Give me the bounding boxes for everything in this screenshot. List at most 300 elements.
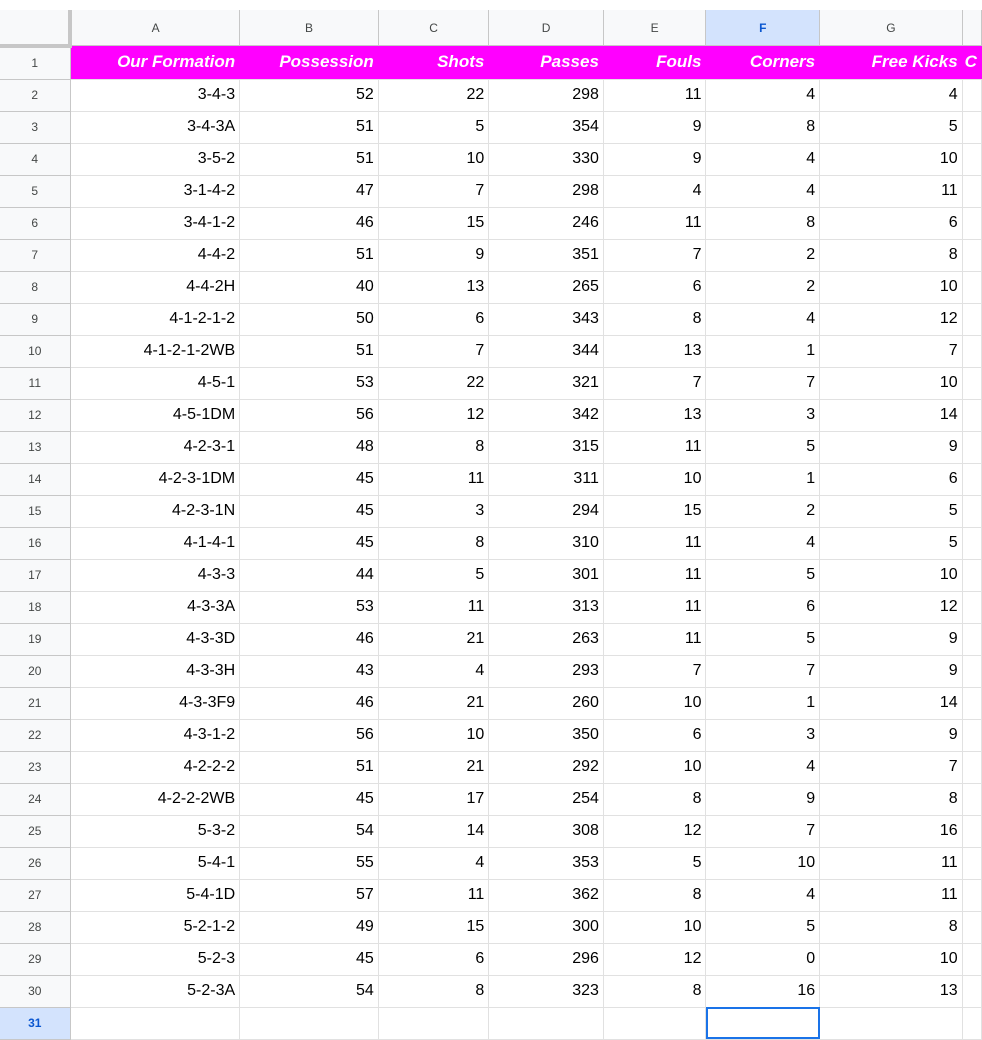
cell-c3[interactable]: 5 xyxy=(378,111,489,143)
column-header-a[interactable]: A xyxy=(70,10,240,46)
cell-g6[interactable]: 6 xyxy=(820,207,963,239)
cell-e20[interactable]: 7 xyxy=(603,655,706,687)
cell-h1[interactable]: C xyxy=(962,46,981,80)
cell-a28[interactable]: 5-2-1-2 xyxy=(70,911,240,943)
cell-b4[interactable]: 51 xyxy=(240,143,379,175)
cell-g8[interactable]: 10 xyxy=(820,271,963,303)
cell-b29[interactable]: 45 xyxy=(240,943,379,975)
cell-f22[interactable]: 3 xyxy=(706,719,820,751)
cell-d18[interactable]: 313 xyxy=(489,591,604,623)
row-header[interactable]: 26 xyxy=(0,847,70,879)
toolbar-strip xyxy=(0,0,982,10)
cell-h8[interactable] xyxy=(962,271,981,303)
row-header[interactable]: 7 xyxy=(0,239,70,271)
cell-g20[interactable]: 9 xyxy=(820,655,963,687)
cell-e31[interactable] xyxy=(603,1007,706,1039)
cell-a11[interactable]: 4-5-1 xyxy=(70,367,240,399)
cell-e18[interactable]: 11 xyxy=(603,591,706,623)
cell-c16[interactable]: 8 xyxy=(378,527,489,559)
cell-g28[interactable]: 8 xyxy=(820,911,963,943)
cell-d30[interactable]: 323 xyxy=(489,975,604,1007)
cell-a3[interactable]: 3-4-3A xyxy=(70,111,240,143)
cell-b25[interactable]: 54 xyxy=(240,815,379,847)
column-header-g[interactable]: G xyxy=(820,10,963,46)
data-row xyxy=(0,911,982,943)
row-header[interactable]: 28 xyxy=(0,911,70,943)
cell-c25[interactable]: 14 xyxy=(378,815,489,847)
data-row xyxy=(0,559,982,591)
cell-e14[interactable]: 10 xyxy=(603,463,706,495)
cell-d26[interactable]: 353 xyxy=(489,847,604,879)
cell-b24[interactable]: 45 xyxy=(240,783,379,815)
row-header[interactable]: 29 xyxy=(0,943,70,975)
cell-g13[interactable]: 9 xyxy=(820,431,963,463)
cell-d15[interactable]: 294 xyxy=(489,495,604,527)
cell-c8[interactable]: 13 xyxy=(378,271,489,303)
cell-c22[interactable]: 10 xyxy=(378,719,489,751)
row-header[interactable]: 19 xyxy=(0,623,70,655)
cell-g2[interactable]: 4 xyxy=(820,79,963,111)
column-header-b[interactable]: B xyxy=(240,10,379,46)
cell-c7[interactable]: 9 xyxy=(378,239,489,271)
cell-g29[interactable]: 10 xyxy=(820,943,963,975)
data-row xyxy=(0,751,982,783)
cell-e7[interactable]: 7 xyxy=(603,239,706,271)
cell-e4[interactable]: 9 xyxy=(603,143,706,175)
cell-c30[interactable]: 8 xyxy=(378,975,489,1007)
cell-e19[interactable]: 11 xyxy=(603,623,706,655)
cell-b27[interactable]: 57 xyxy=(240,879,379,911)
cell-h6[interactable] xyxy=(962,207,981,239)
cell-f21[interactable]: 1 xyxy=(706,687,820,719)
cell-f4[interactable]: 4 xyxy=(706,143,820,175)
cell-c28[interactable]: 15 xyxy=(378,911,489,943)
row-header[interactable]: 12 xyxy=(0,399,70,431)
cell-a25[interactable]: 5-3-2 xyxy=(70,815,240,847)
cell-e15[interactable]: 15 xyxy=(603,495,706,527)
cell-h20[interactable] xyxy=(962,655,981,687)
cell-a6[interactable]: 3-4-1-2 xyxy=(70,207,240,239)
cell-h31[interactable] xyxy=(962,1007,981,1039)
cell-d20[interactable]: 293 xyxy=(489,655,604,687)
column-header-f[interactable]: F xyxy=(706,10,820,46)
cell-c13[interactable]: 8 xyxy=(378,431,489,463)
cell-f29[interactable]: 0 xyxy=(706,943,820,975)
cell-h5[interactable] xyxy=(962,175,981,207)
cell-a31[interactable] xyxy=(70,1007,240,1039)
row-header[interactable]: 5 xyxy=(0,175,70,207)
cell-d12[interactable]: 342 xyxy=(489,399,604,431)
cell-g17[interactable]: 10 xyxy=(820,559,963,591)
row-header[interactable]: 30 xyxy=(0,975,70,1007)
cell-f26[interactable]: 10 xyxy=(706,847,820,879)
cell-b26[interactable]: 55 xyxy=(240,847,379,879)
cell-a16[interactable]: 4-1-4-1 xyxy=(70,527,240,559)
cell-g7[interactable]: 8 xyxy=(820,239,963,271)
cell-g10[interactable]: 7 xyxy=(820,335,963,367)
cell-e23[interactable]: 10 xyxy=(603,751,706,783)
cell-g9[interactable]: 12 xyxy=(820,303,963,335)
cell-b20[interactable]: 43 xyxy=(240,655,379,687)
cell-c23[interactable]: 21 xyxy=(378,751,489,783)
cell-f25[interactable]: 7 xyxy=(706,815,820,847)
cell-c26[interactable]: 4 xyxy=(378,847,489,879)
cell-c14[interactable]: 11 xyxy=(378,463,489,495)
cell-d24[interactable]: 254 xyxy=(489,783,604,815)
cell-h14[interactable] xyxy=(962,463,981,495)
cell-c5[interactable]: 7 xyxy=(378,175,489,207)
cell-e24[interactable]: 8 xyxy=(603,783,706,815)
cell-h9[interactable] xyxy=(962,303,981,335)
cell-h28[interactable] xyxy=(962,911,981,943)
cell-a22[interactable]: 4-3-1-2 xyxy=(70,719,240,751)
cell-f8[interactable]: 2 xyxy=(706,271,820,303)
cell-h12[interactable] xyxy=(962,399,981,431)
cell-h22[interactable] xyxy=(962,719,981,751)
cell-a29[interactable]: 5-2-3 xyxy=(70,943,240,975)
cell-e5[interactable]: 4 xyxy=(603,175,706,207)
cell-e3[interactable]: 9 xyxy=(603,111,706,143)
cell-a20[interactable]: 4-3-3H xyxy=(70,655,240,687)
cell-e13[interactable]: 11 xyxy=(603,431,706,463)
row-header[interactable]: 17 xyxy=(0,559,70,591)
column-header-d[interactable]: D xyxy=(489,10,604,46)
cell-b16[interactable]: 45 xyxy=(240,527,379,559)
cell-f11[interactable]: 7 xyxy=(706,367,820,399)
cell-e17[interactable]: 11 xyxy=(603,559,706,591)
cell-b8[interactable]: 40 xyxy=(240,271,379,303)
cell-h11[interactable] xyxy=(962,367,981,399)
cell-g23[interactable]: 7 xyxy=(820,751,963,783)
cell-g18[interactable]: 12 xyxy=(820,591,963,623)
cell-a2[interactable]: 3-4-3 xyxy=(70,79,240,111)
row-header[interactable]: 15 xyxy=(0,495,70,527)
row-header[interactable]: 3 xyxy=(0,111,70,143)
cell-a13[interactable]: 4-2-3-1 xyxy=(70,431,240,463)
cell-g15[interactable]: 5 xyxy=(820,495,963,527)
row-header[interactable]: 22 xyxy=(0,719,70,751)
cell-a23[interactable]: 4-2-2-2 xyxy=(70,751,240,783)
cell-b23[interactable]: 51 xyxy=(240,751,379,783)
cell-f14[interactable]: 1 xyxy=(706,463,820,495)
select-all-corner[interactable] xyxy=(0,10,70,46)
cell-h15[interactable] xyxy=(962,495,981,527)
cell-a18[interactable]: 4-3-3A xyxy=(70,591,240,623)
cell-c20[interactable]: 4 xyxy=(378,655,489,687)
cell-d2[interactable]: 298 xyxy=(489,79,604,111)
cell-h3[interactable] xyxy=(962,111,981,143)
cell-f7[interactable]: 2 xyxy=(706,239,820,271)
cell-c4[interactable]: 10 xyxy=(378,143,489,175)
cell-c12[interactable]: 12 xyxy=(378,399,489,431)
cell-g25[interactable]: 16 xyxy=(820,815,963,847)
cell-f27[interactable]: 4 xyxy=(706,879,820,911)
cell-e30[interactable]: 8 xyxy=(603,975,706,1007)
row-header[interactable]: 18 xyxy=(0,591,70,623)
cell-g31[interactable] xyxy=(820,1007,963,1039)
cell-d27[interactable]: 362 xyxy=(489,879,604,911)
cell-g4[interactable]: 10 xyxy=(820,143,963,175)
cell-a15[interactable]: 4-2-3-1N xyxy=(70,495,240,527)
cell-g22[interactable]: 9 xyxy=(820,719,963,751)
cell-a24[interactable]: 4-2-2-2WB xyxy=(70,783,240,815)
spreadsheet-grid xyxy=(0,10,982,1040)
cell-d5[interactable]: 298 xyxy=(489,175,604,207)
cell-f5[interactable]: 4 xyxy=(706,175,820,207)
cell-e22[interactable]: 6 xyxy=(603,719,706,751)
cell-c1[interactable]: Shots xyxy=(378,46,489,80)
cell-c17[interactable]: 5 xyxy=(378,559,489,591)
cell-d17[interactable]: 301 xyxy=(489,559,604,591)
cell-e21[interactable]: 10 xyxy=(603,687,706,719)
cell-g12[interactable]: 14 xyxy=(820,399,963,431)
cell-h30[interactable] xyxy=(962,975,981,1007)
cell-d25[interactable]: 308 xyxy=(489,815,604,847)
cell-g16[interactable]: 5 xyxy=(820,527,963,559)
cell-f23[interactable]: 4 xyxy=(706,751,820,783)
cell-d23[interactable]: 292 xyxy=(489,751,604,783)
row-header[interactable]: 31 xyxy=(0,1007,70,1039)
row-header[interactable]: 4 xyxy=(0,143,70,175)
cell-d9[interactable]: 343 xyxy=(489,303,604,335)
cell-a5[interactable]: 3-1-4-2 xyxy=(70,175,240,207)
cell-c6[interactable]: 15 xyxy=(378,207,489,239)
cell-c10[interactable]: 7 xyxy=(378,335,489,367)
cell-b17[interactable]: 44 xyxy=(240,559,379,591)
cell-c15[interactable]: 3 xyxy=(378,495,489,527)
row-header[interactable]: 10 xyxy=(0,335,70,367)
cell-c2[interactable]: 22 xyxy=(378,79,489,111)
data-row xyxy=(0,783,982,815)
cell-a4[interactable]: 3-5-2 xyxy=(70,143,240,175)
row-header[interactable]: 24 xyxy=(0,783,70,815)
cell-f17[interactable]: 5 xyxy=(706,559,820,591)
cell-b13[interactable]: 48 xyxy=(240,431,379,463)
cell-a27[interactable]: 5-4-1D xyxy=(70,879,240,911)
cell-h17[interactable] xyxy=(962,559,981,591)
row-header[interactable]: 21 xyxy=(0,687,70,719)
cell-e25[interactable]: 12 xyxy=(603,815,706,847)
cell-b30[interactable]: 54 xyxy=(240,975,379,1007)
cell-a8[interactable]: 4-4-2H xyxy=(70,271,240,303)
cell-c31[interactable] xyxy=(378,1007,489,1039)
cell-g1[interactable]: Free Kicks xyxy=(820,46,963,80)
cell-d11[interactable]: 321 xyxy=(489,367,604,399)
cell-a17[interactable]: 4-3-3 xyxy=(70,559,240,591)
cell-e6[interactable]: 11 xyxy=(603,207,706,239)
cell-d28[interactable]: 300 xyxy=(489,911,604,943)
cell-f1[interactable]: Corners xyxy=(706,46,820,80)
cell-d29[interactable]: 296 xyxy=(489,943,604,975)
cell-h26[interactable] xyxy=(962,847,981,879)
cell-e8[interactable]: 6 xyxy=(603,271,706,303)
row-header[interactable]: 25 xyxy=(0,815,70,847)
cell-f24[interactable]: 9 xyxy=(706,783,820,815)
cell-d31[interactable] xyxy=(489,1007,604,1039)
cell-c11[interactable]: 22 xyxy=(378,367,489,399)
row-header[interactable]: 2 xyxy=(0,79,70,111)
cell-b11[interactable]: 53 xyxy=(240,367,379,399)
cell-b7[interactable]: 51 xyxy=(240,239,379,271)
cell-a14[interactable]: 4-2-3-1DM xyxy=(70,463,240,495)
row-header[interactable]: 27 xyxy=(0,879,70,911)
cell-h25[interactable] xyxy=(962,815,981,847)
cell-h2[interactable] xyxy=(962,79,981,111)
cell-f10[interactable]: 1 xyxy=(706,335,820,367)
cell-a26[interactable]: 5-4-1 xyxy=(70,847,240,879)
cell-h21[interactable] xyxy=(962,687,981,719)
cell-e12[interactable]: 13 xyxy=(603,399,706,431)
cell-c29[interactable]: 6 xyxy=(378,943,489,975)
row-header[interactable]: 16 xyxy=(0,527,70,559)
cell-h4[interactable] xyxy=(962,143,981,175)
cell-a9[interactable]: 4-1-2-1-2 xyxy=(70,303,240,335)
cell-g26[interactable]: 11 xyxy=(820,847,963,879)
cell-h24[interactable] xyxy=(962,783,981,815)
row-header[interactable]: 14 xyxy=(0,463,70,495)
cell-e11[interactable]: 7 xyxy=(603,367,706,399)
cell-d21[interactable]: 260 xyxy=(489,687,604,719)
cell-d6[interactable]: 246 xyxy=(489,207,604,239)
cell-c21[interactable]: 21 xyxy=(378,687,489,719)
row-header[interactable]: 20 xyxy=(0,655,70,687)
cell-c9[interactable]: 6 xyxy=(378,303,489,335)
cell-f16[interactable]: 4 xyxy=(706,527,820,559)
cell-c19[interactable]: 21 xyxy=(378,623,489,655)
cell-a10[interactable]: 4-1-2-1-2WB xyxy=(70,335,240,367)
cell-c27[interactable]: 11 xyxy=(378,879,489,911)
data-row xyxy=(0,111,982,143)
cell-g27[interactable]: 11 xyxy=(820,879,963,911)
cell-h7[interactable] xyxy=(962,239,981,271)
cell-b2[interactable]: 52 xyxy=(240,79,379,111)
cell-f12[interactable]: 3 xyxy=(706,399,820,431)
data-row xyxy=(0,815,982,847)
cell-a1[interactable]: Our Formation xyxy=(70,46,240,80)
cell-e26[interactable]: 5 xyxy=(603,847,706,879)
cell-f3[interactable]: 8 xyxy=(706,111,820,143)
cell-b5[interactable]: 47 xyxy=(240,175,379,207)
cell-b3[interactable]: 51 xyxy=(240,111,379,143)
cell-a19[interactable]: 4-3-3D xyxy=(70,623,240,655)
cell-a7[interactable]: 4-4-2 xyxy=(70,239,240,271)
cell-h29[interactable] xyxy=(962,943,981,975)
cell-d8[interactable]: 265 xyxy=(489,271,604,303)
cell-a30[interactable]: 5-2-3A xyxy=(70,975,240,1007)
cell-g21[interactable]: 14 xyxy=(820,687,963,719)
cell-d16[interactable]: 310 xyxy=(489,527,604,559)
cell-g19[interactable]: 9 xyxy=(820,623,963,655)
cell-f18[interactable]: 6 xyxy=(706,591,820,623)
data-row xyxy=(0,175,982,207)
cell-d1[interactable]: Passes xyxy=(489,46,604,80)
cell-g5[interactable]: 11 xyxy=(820,175,963,207)
cell-f30[interactable]: 16 xyxy=(706,975,820,1007)
data-row xyxy=(0,495,982,527)
cell-b9[interactable]: 50 xyxy=(240,303,379,335)
cell-h16[interactable] xyxy=(962,527,981,559)
cell-e2[interactable]: 11 xyxy=(603,79,706,111)
cell-h23[interactable] xyxy=(962,751,981,783)
row-header[interactable]: 11 xyxy=(0,367,70,399)
cell-f6[interactable]: 8 xyxy=(706,207,820,239)
cell-g3[interactable]: 5 xyxy=(820,111,963,143)
cell-c18[interactable]: 11 xyxy=(378,591,489,623)
cell-b31[interactable] xyxy=(240,1007,379,1039)
cell-d14[interactable]: 311 xyxy=(489,463,604,495)
cell-e10[interactable]: 13 xyxy=(603,335,706,367)
cell-b15[interactable]: 45 xyxy=(240,495,379,527)
cell-h18[interactable] xyxy=(962,591,981,623)
cell-e27[interactable]: 8 xyxy=(603,879,706,911)
data-row xyxy=(0,975,982,1007)
row-header[interactable]: 13 xyxy=(0,431,70,463)
cell-b1[interactable]: Possession xyxy=(240,46,379,80)
cell-d4[interactable]: 330 xyxy=(489,143,604,175)
cell-f31[interactable] xyxy=(706,1007,820,1039)
cell-f2[interactable]: 4 xyxy=(706,79,820,111)
cell-b21[interactable]: 46 xyxy=(240,687,379,719)
cell-g30[interactable]: 13 xyxy=(820,975,963,1007)
cell-f20[interactable]: 7 xyxy=(706,655,820,687)
cell-c24[interactable]: 17 xyxy=(378,783,489,815)
cell-g14[interactable]: 6 xyxy=(820,463,963,495)
cell-f28[interactable]: 5 xyxy=(706,911,820,943)
cell-a21[interactable]: 4-3-3F9 xyxy=(70,687,240,719)
cell-d3[interactable]: 354 xyxy=(489,111,604,143)
cell-d13[interactable]: 315 xyxy=(489,431,604,463)
column-header-h[interactable] xyxy=(962,10,981,46)
row-header[interactable]: 8 xyxy=(0,271,70,303)
cell-e1[interactable]: Fouls xyxy=(603,46,706,80)
cell-b6[interactable]: 46 xyxy=(240,207,379,239)
cell-a12[interactable]: 4-5-1DM xyxy=(70,399,240,431)
cell-d7[interactable]: 351 xyxy=(489,239,604,271)
cell-h27[interactable] xyxy=(962,879,981,911)
cell-h13[interactable] xyxy=(962,431,981,463)
cell-h10[interactable] xyxy=(962,335,981,367)
row-header[interactable]: 9 xyxy=(0,303,70,335)
row-header[interactable]: 23 xyxy=(0,751,70,783)
cell-f9[interactable]: 4 xyxy=(706,303,820,335)
cell-f13[interactable]: 5 xyxy=(706,431,820,463)
cell-b14[interactable]: 45 xyxy=(240,463,379,495)
column-header-e[interactable]: E xyxy=(603,10,706,46)
cell-g11[interactable]: 10 xyxy=(820,367,963,399)
cell-e16[interactable]: 11 xyxy=(603,527,706,559)
cell-f19[interactable]: 5 xyxy=(706,623,820,655)
cell-b10[interactable]: 51 xyxy=(240,335,379,367)
column-header-c[interactable]: C xyxy=(378,10,489,46)
cell-e29[interactable]: 12 xyxy=(603,943,706,975)
cell-h19[interactable] xyxy=(962,623,981,655)
cell-b12[interactable]: 56 xyxy=(240,399,379,431)
cell-b28[interactable]: 49 xyxy=(240,911,379,943)
data-row xyxy=(0,943,982,975)
row-header[interactable]: 6 xyxy=(0,207,70,239)
cell-b22[interactable]: 56 xyxy=(240,719,379,751)
cell-g24[interactable]: 8 xyxy=(820,783,963,815)
cell-e9[interactable]: 8 xyxy=(603,303,706,335)
cell-b18[interactable]: 53 xyxy=(240,591,379,623)
cell-d22[interactable]: 350 xyxy=(489,719,604,751)
cell-d19[interactable]: 263 xyxy=(489,623,604,655)
cell-b19[interactable]: 46 xyxy=(240,623,379,655)
cell-d10[interactable]: 344 xyxy=(489,335,604,367)
cell-e28[interactable]: 10 xyxy=(603,911,706,943)
row-header[interactable]: 1 xyxy=(0,46,70,80)
cell-f15[interactable]: 2 xyxy=(706,495,820,527)
